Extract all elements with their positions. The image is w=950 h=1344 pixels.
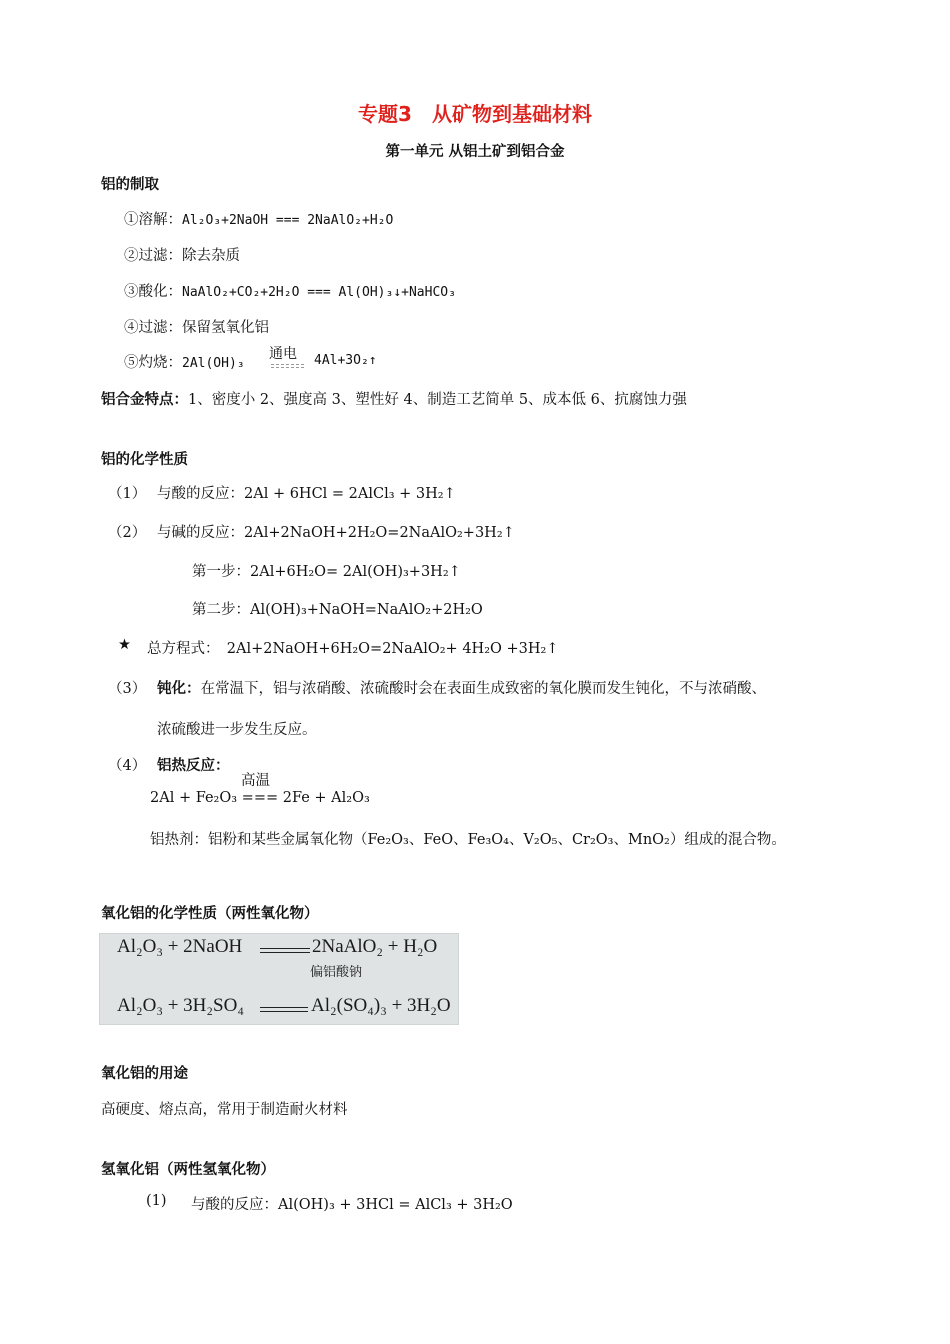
section-heading-alumina-uses: 氧化铝的用途 bbox=[101, 1066, 188, 1082]
thermite-equation: 2Al + Fe₂O₃ === 2Fe + Al₂O₃ bbox=[150, 790, 370, 806]
eq2-left: Al₂O₃ + 3H₂SO₄ bbox=[117, 995, 244, 1016]
step-equation: NaAlO₂+CO₂+2H₂O === Al(OH)₃↓+NaHCO₃ bbox=[182, 285, 456, 300]
item-num-2: （2） bbox=[108, 525, 147, 541]
alloy-features bbox=[101, 388, 687, 409]
page-subtitle: 第一单元 从铝土矿到铝合金 bbox=[385, 144, 565, 160]
passivation-label: 钝化： bbox=[157, 681, 201, 697]
section-heading-aluminum-hydroxide: 氢氧化铝（两性氢氧化物） bbox=[101, 1162, 275, 1178]
item-num-1-hydroxide: (1) bbox=[146, 1193, 167, 1209]
eq1-note: 偏铝酸钠 bbox=[310, 965, 363, 980]
eq1-equals bbox=[260, 948, 310, 953]
thermite-label: 铝热反应： bbox=[157, 758, 230, 774]
eq2-equals bbox=[260, 1007, 308, 1012]
hydroxide-with-acid: 与酸的反应：Al(OH)₃ + 3HCl = AlCl₃ + 3H₂O bbox=[191, 1197, 513, 1213]
reaction-step-1: 第一步：2Al+6H₂O= 2Al(OH)₃+3H₂↑ bbox=[192, 564, 461, 580]
step-equation-left: 2Al(OH)₃ bbox=[182, 356, 245, 371]
page-title: 专题3 从矿物到基础材料 bbox=[358, 102, 592, 126]
eq1-right: 2NaAlO₂ + H₂O bbox=[312, 936, 438, 957]
passivation-text bbox=[157, 677, 766, 698]
alloy-label: 铝合金特点： bbox=[101, 392, 188, 408]
item-num-3: （3） bbox=[108, 681, 147, 697]
section-heading-aluminum-properties: 铝的化学性质 bbox=[101, 452, 188, 468]
item-num-4: （4） bbox=[108, 758, 147, 774]
eq2-right: Al₂(SO₄)₃ + 3H₂O bbox=[311, 995, 451, 1016]
step-label: ①溶解： bbox=[124, 212, 182, 228]
reaction-condition-high-temp: 高温 bbox=[241, 773, 270, 789]
reaction-step-2: 第二步：Al(OH)₃+NaOH=NaAlO₂+2H₂O bbox=[192, 602, 483, 618]
step-equation: Al₂O₃+2NaOH === 2NaAlO₂+H₂O bbox=[182, 213, 394, 228]
step-dissolve bbox=[124, 208, 393, 229]
step-label: ④过滤： bbox=[124, 320, 182, 336]
step-text: 保留氢氧化铝 bbox=[182, 320, 269, 336]
eq1-left: Al₂O₃ + 2NaOH bbox=[117, 936, 243, 957]
reaction-arrow-line bbox=[271, 364, 304, 368]
step-text: 除去杂质 bbox=[182, 248, 240, 264]
reaction-condition-electrolysis: 通电 bbox=[269, 346, 297, 362]
alumina-equations-image bbox=[99, 933, 459, 1025]
section-heading-aluminum-production: 铝的制取 bbox=[101, 177, 159, 193]
reaction-with-base: 与碱的反应：2Al+2NaOH+2H₂O=2NaAlO₂+3H₂↑ bbox=[157, 525, 515, 541]
step-filter-1 bbox=[124, 244, 240, 265]
step-label: ⑤灼烧： bbox=[124, 355, 182, 371]
step-calcine bbox=[124, 351, 245, 372]
alloy-text: 1、密度小 2、强度高 3、塑性好 4、制造工艺简单 5、成本低 6、抗腐蚀力强 bbox=[188, 392, 687, 408]
passivation-desc: 在常温下，铝与浓硝酸、浓硫酸时会在表面生成致密的氧化膜而发生钝化，不与浓硝酸、 bbox=[200, 681, 766, 697]
step-acidify bbox=[124, 280, 456, 301]
step-filter-2 bbox=[124, 316, 269, 337]
reaction-with-acid: 与酸的反应：2Al + 6HCl = 2AlCl₃ + 3H₂↑ bbox=[157, 486, 456, 502]
total-equation: 总方程式： 2Al+2NaOH+6H₂O=2NaAlO₂+ 4H₂O +3H₂↑ bbox=[147, 641, 559, 657]
step-label: ②过滤： bbox=[124, 248, 182, 264]
alumina-uses-text: 高硬度、熔点高，常用于制造耐火材料 bbox=[101, 1102, 348, 1118]
passivation-desc-cont: 浓硫酸进一步发生反应。 bbox=[157, 722, 317, 738]
section-heading-alumina-properties: 氧化铝的化学性质（两性氧化物） bbox=[101, 906, 319, 922]
thermite-note: 铝热剂：铝粉和某些金属氧化物（Fe₂O₃、FeO、Fe₃O₄、V₂O₅、Cr₂O₃、MnO₂）组成的混合物。 bbox=[150, 832, 786, 848]
item-num-1: （1） bbox=[108, 486, 147, 502]
step-equation-right: 4Al+3O₂↑ bbox=[314, 353, 377, 368]
step-label: ③酸化： bbox=[124, 284, 182, 300]
star-icon: ★ bbox=[118, 637, 131, 653]
